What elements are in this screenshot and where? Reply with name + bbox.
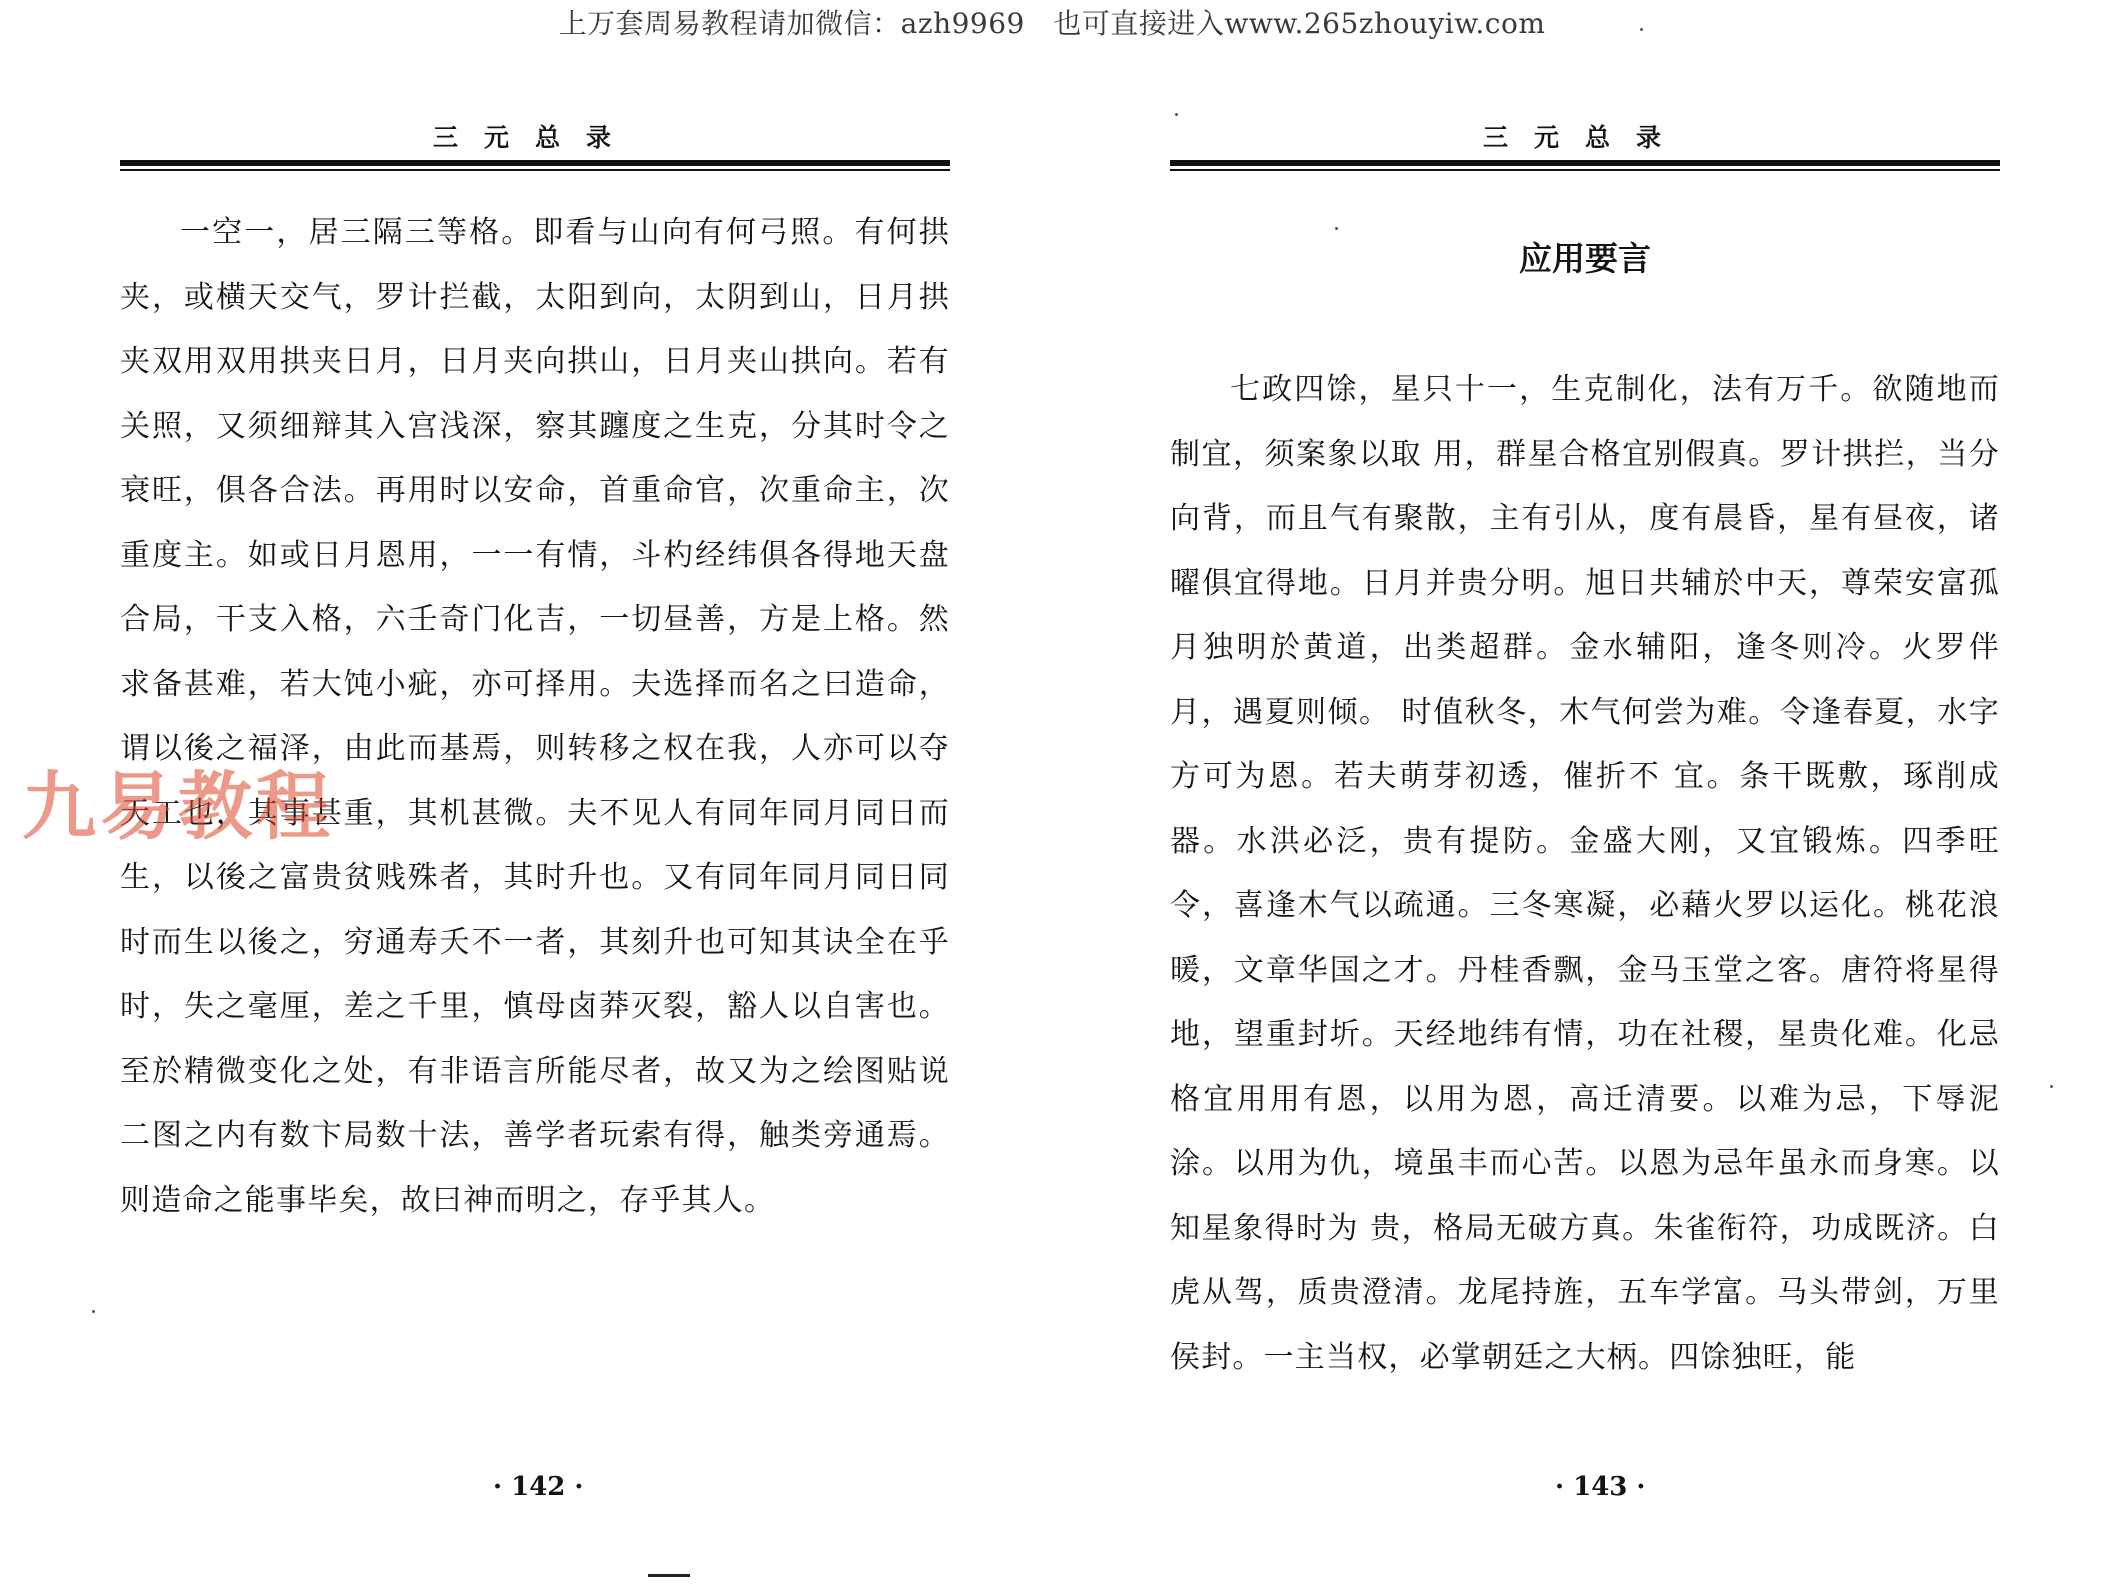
- left-head-rule-thin: [120, 169, 950, 171]
- section-title: 应用要言: [1519, 239, 1651, 278]
- scan-speck: [1335, 227, 1338, 230]
- scan-speck: [92, 1310, 95, 1313]
- right-page: [1170, 120, 2000, 1390]
- left-page: [120, 120, 950, 1233]
- watermark-logo: 九易教程: [22, 764, 334, 850]
- scan-speck: [1175, 113, 1178, 116]
- left-head-rule: [120, 160, 950, 166]
- left-running-head: 三元总录: [432, 123, 637, 152]
- scan-speck: [2050, 1085, 2053, 1088]
- right-head-rule: [1170, 160, 2000, 166]
- left-body-text: 一空一，居三隔三等格。即看与山向有何弓照。有何拱夹，或横天交气，罗计拦截，太阳到向，太阴到山，日月拱夹双用双用拱夹日月，日月夹向拱山，日月夹山拱向。若有关照，又须细辩其入宫浅深，察其躔度之生克，分其时令之衰旺，俱各合法。再用时以安命，首重命官，次重命主，次重度主。如或日月恩用，一一有情，斗杓经纬俱各得地天盘合局，干支入格，六壬奇门化吉，一切昼善，方是上格。然求备甚难，若大饨小疵，亦可择用。夫选择而名之曰造命，谓以後之福泽，由此而基焉，则转移之权在我，人亦可以夺天工也，其事甚重，其机甚微。夫不见人有同年同月同日而生，以後之富贵贫贱殊者，其时升也。又有同年同月同日同时而生以後之，穷通寿夭不一者，其刻升也可知其诀全在乎时，失之毫厘，差之千里，慎母卤莽灭裂，豁人以自害也。至於精微变化之处，有非语言所能尽者，故又为之绘图贴说二图之内有数卞局数十法，善学者玩索有得，触类旁通焉。则造命之能事毕矣，故曰神而明之，存乎其人。: [120, 215, 950, 1218]
- left-page-number: · 142 ·: [493, 1472, 584, 1502]
- right-page-number: · 143 ·: [1555, 1472, 1646, 1502]
- top-banner: 上万套周易教程请加微信：azh9969 也可直接进入www.265zhouyiw.com: [558, 7, 1546, 40]
- scan-mark: [648, 1574, 690, 1577]
- scan-speck: [1640, 28, 1643, 31]
- right-head-rule-thin: [1170, 169, 2000, 171]
- right-running-head: 三元总录: [1482, 123, 1687, 152]
- right-body-text: 七政四馀，星只十一，生克制化，法有万千。欲随地而制宜，须案象以取 用，群星合格宜别假真。罗计拱拦，当分向背，而且气有聚散，主有引从，度有晨昏，星有昼夜，诸曜俱宜得地。日月并贵分明。旭日共辅於中天，尊荣安富孤月独明於黄道，出类超群。金水辅阳，逢冬则冷。火罗伴月，遇夏则倾。 时值秋冬，木气何尝为难。令逢春夏，水字方可为恩。若夫萌芽初透，催折不 宜。条干既敷，琢削成器。水洪必泛，贵有提防。金盛大刚，又宜锻炼。四季旺令，喜逢木气以疏通。三冬寒凝，必藉火罗以运化。桃花浪暖，文章华国之才。丹桂香飘，金马玉堂之客。唐符将星得地，望重封圻。天经地纬有情，功在社稷，星贵化难。化忌格宜用用有恩，以用为恩，高迁清要。以难为忌，下辱泥涂。以用为仇，境虽丰而心苦。以恩为忌年虽永而身寒。以知星象得时为 贵，格局无破方真。朱雀衔符，功成既济。白虎从驾，质贵澄清。龙尾持旌，五车学富。马头带剑，万里侯封。一主当权，必掌朝廷之大柄。四馀独旺，能: [1170, 372, 2000, 1375]
